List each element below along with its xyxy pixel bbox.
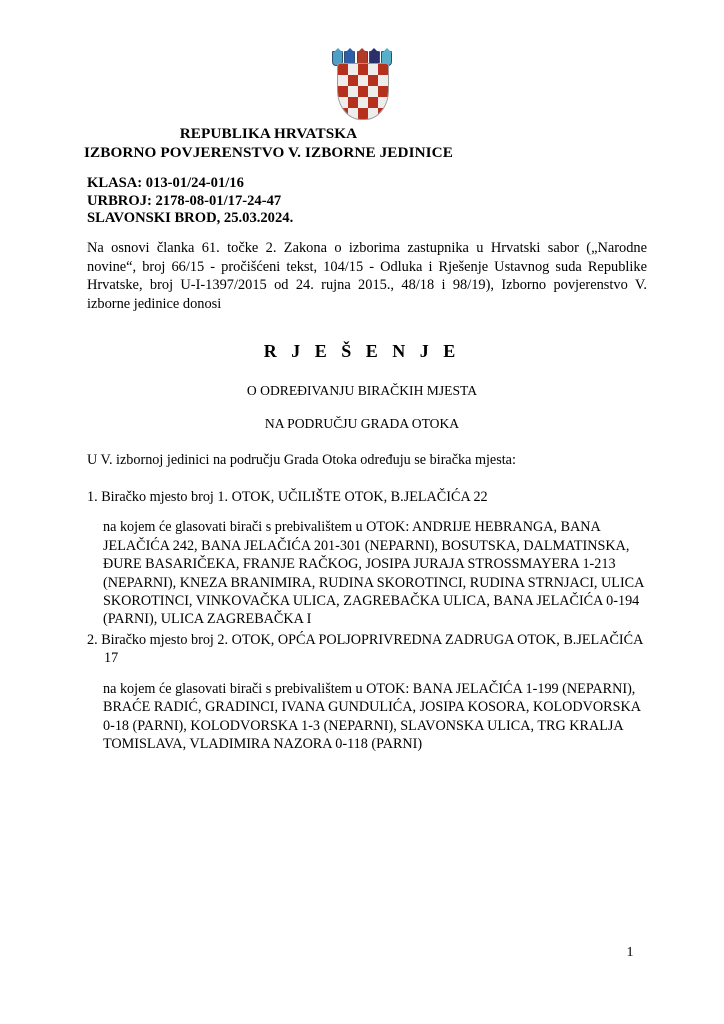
- polling-station-streets: na kojem će glasovati birači s prebivalištem u OTOK: ANDRIJE HEBRANGA, BANA JELAČIĆA 242, BANA JELAČIĆA 201-301 (NEPARNI), BOSUTSKA, DALMATINSKA, ĐURE BASARIČEKA, FRANJE RAČKOG, JOSIPA JURAJA STROSSMAYERA 1-213 (NEPARNI), KNEZA BRANIMIRA, RUDINA SKOROTINCI, RUDINA STRNJACI, ULICA SKOROTINCI, VINKOVAČKA ULICA, ZAGREBAČKA ULICA, BANA JELAČIĆA 0-194 (PARNI), ULICA ZAGREBAČKA I: [103, 519, 644, 628]
- republic-heading: REPUBLIKA HRVATSKA: [179, 125, 358, 142]
- polling-station-entry: [87, 488, 647, 629]
- lead-sentence: U V. izbornoj jedinici na području Grada Otoka određuju se biračka mjesta:: [87, 452, 516, 468]
- page-number-footer: [0, 945, 724, 961]
- klasa-line: KLASA: 013-01/24-01/16: [87, 175, 244, 191]
- urbroj-line: URBROJ: 2178-08-01/17-24-47: [87, 192, 282, 209]
- page-number-value: 1: [626, 945, 634, 960]
- polling-station-streets: na kojem će glasovati birači s prebivalištem u OTOK: BANA JELAČIĆA 1-199 (NEPARNI), BRAĆE RADIĆ, GRADINCI, IVANA GUNDULIĆA, JOSIPA KOSORA, KOLODVORSKA 0-18 (PARNI), KOLODVORSKA 1-3 (NEPARNI), SLAVONSKA ULICA, TRG KRALJA TOMISLAVA, VLADIMIRA NAZORA 0-118 (PARNI): [103, 680, 641, 753]
- coat-of-arms-container: [0, 46, 724, 118]
- reference-block: [87, 175, 293, 228]
- polling-station-entry: [87, 631, 647, 753]
- subtitle-line-1: O ODREĐIVANJU BIRAČKIH MJESTA: [246, 383, 478, 398]
- polling-station-heading: 2. Biračko mjesto broj 2. OTOK, OPĆA POLJOPRIVREDNA ZADRUGA OTOK, B.JELAČIĆA 17: [87, 632, 643, 667]
- polling-station-heading: 1. Biračko mjesto broj 1. OTOK, UČILIŠTE OTOK, B.JELAČIĆA 22: [87, 489, 488, 505]
- checkerboard-shield: [337, 63, 389, 120]
- croatian-coat-of-arms-icon: [331, 46, 393, 118]
- place-date-line: SLAVONSKI BROD, 25.03.2024.: [87, 210, 294, 227]
- legal-preamble-paragraph: Na osnovi članka 61. točke 2. Zakona o izborima zastupnika u Hrvatski sabor („Narodne novine“, broj 66/15 - pročišćeni tekst, 104/15 - Odluka i Rješenje Ustavnog suda Republike Hrvatske, broj U-I-1397/2015 od 24. rujna 2015., 48/18 i 98/19), Izborno povjerenstvo V. izborne jedinice donosi: [87, 240, 647, 312]
- subtitle-line-2: NA PODRUČJU GRADA OTOKA: [264, 416, 460, 431]
- commission-heading: IZBORNO POVJERENSTVO V. IZBORNE JEDINICE: [84, 144, 453, 161]
- page-title: R J E Š E N J E: [263, 341, 461, 361]
